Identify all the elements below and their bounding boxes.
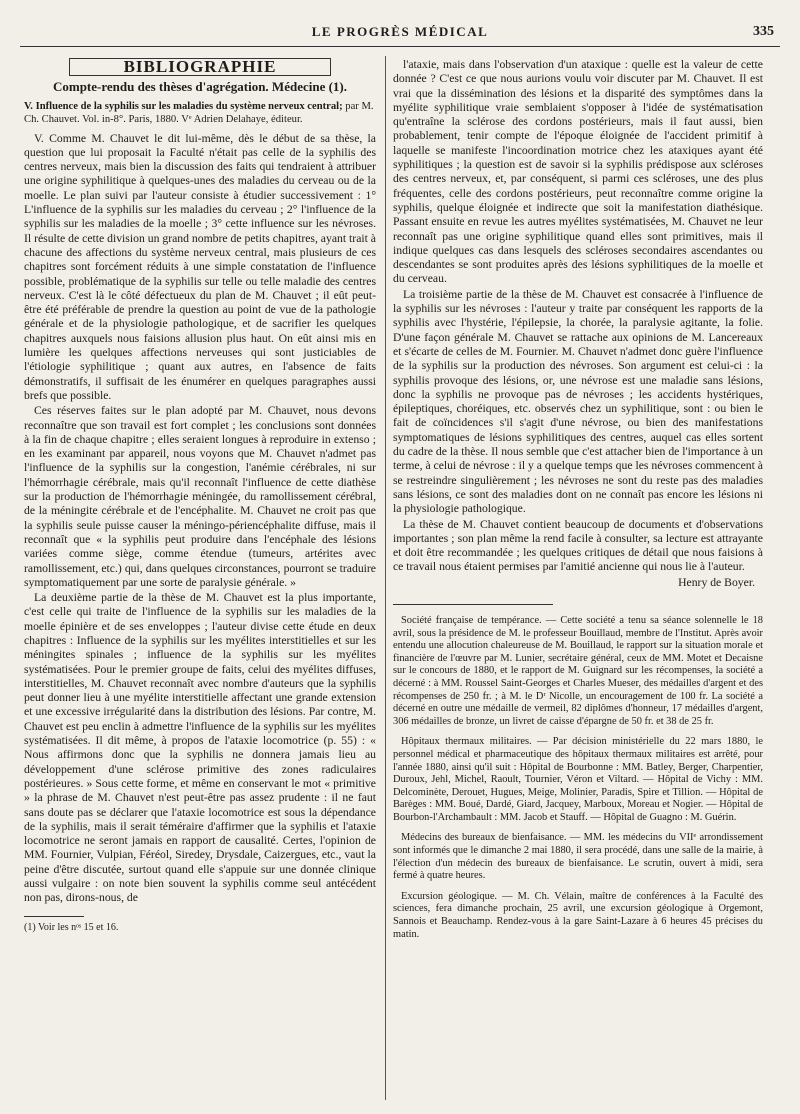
column-divider (385, 56, 386, 1100)
entry-title: V. Influence de la syphilis sur les maladies du système nerveux central; (24, 100, 343, 112)
news-item: Médecins des bureaux de bienfaisance. — MM. les médecins du VIIᵉ arrondissement sont informés que le dimanche 2 mai 1880, il sera procédé, dans une salle de la mairie, à l'élection d'un médecin des bureaux de bienfaisance. Le scrutin, ouvert à midi, sera fermé à quatre heures. (393, 832, 763, 882)
review-paragraph: La troisième partie de la thèse de M. Chauvet est consacrée à l'influence de la syphilis sur les névroses : l'auteur y traite par conséquent les rapports de la syphilis avec l'hystérie, l'épilepsie, la chorée, la paralysie agitante, la folie. D'une façon générale M. Chauvet se rattache aux opinions de M. Lancereaux et s'écarte de celles de M. Fournier. M. Chauvet n'admet donc guère l'influence de la syphilis sur la production des névroses. Son argument est celui-ci : la syphilis provoque des lésions, or, une névrose est une maladie sans lésions, donc la syphilis ne provoque pas de névroses ; les accidents hystériques, épileptiques, choréiques, etc. observés chez un syphilitique, sont : ou bien le fait de coïncidences s'il s'agit d'une névrose, ou bien des manifestations symptomatiques de lésions syphilitiques des centres, auquel cas elles sortent du cadre de la thèse. Il nous semble que c'est attacher bien de l'importance à un terme, à celui de névrose : il y a quelque temps que les névroses commencent à se restreindre singulièrement ; les névroses ne sont du reste pas des maladies sans lésions, ce sont des maladies dont on ne connaît pas encore les lésions ni la physiologie pathologique. (393, 287, 763, 516)
review-paragraph: La thèse de M. Chauvet contient beaucoup de documents et d'observations importantes ; son plan même la rend facile à consulter, sa lecture est attrayante et doit être recommandée ; les quelques critiques de détail que nous faisions à ce travail nous étaient permises par l'amitié ancienne qui nous lie à l'auteur. (393, 517, 763, 574)
news-item: Excursion géologique. — M. Ch. Vélain, maître de conférences à la Faculté des sciences, fera dimanche prochain, 25 avril, une excursion géologique à Orgemont, Sannois et Beauchamp. Rendez-vous à la gare Saint-Lazare à 6 heures 45 précises du matin. (393, 890, 763, 940)
footnote-divider (24, 916, 84, 917)
review-paragraph: V. Comme M. Chauvet le dit lui-même, dès le début de sa thèse, la question que lui proposait la Faculté n'était pas celle de la syphilis des centres nerveux, mais bien la discussion des faits qui tendraient à attribuer une origine syphilitique à quelques-unes des maladies du cerveau ou de la moelle. Le plan suivi par l'auteur consiste à étudier successivement : 1° L'influence de la syphilis sur les maladies du cerveau ; 2° l'influence de la syphilis sur les maladies de la moelle ; 3° cette influence sur les névroses. Il résulte de cette division un grand nombre de petits chapitres, ayant trait à chacune des affections du système nerveux central, mais plusieurs de ces chapitres sont forcément réduits à une simple constatation de l'influence possible, problématique de la syphilis sur telle ou telle maladie des centres nerveux. C'est là le côté défectueux du plan de M. Chauvet ; il eût peut-être été préférable de prendre la question au point de vue de la pathologie générale et de la physiologie pathologique, et de sacrifier les quelques chapitres auxquels nous faisions allusion plus haut. On eût ainsi mis en lumière les quelques affections nerveuses qui sont justiciables de l'étiologie syphilitique ; quant aux autres, en l'absence de faits démonstratifs, il suffisait de les énumérer en quelques paragraphes aussi brefs que possible. (24, 131, 376, 402)
author-signature: Henry de Boyer. (678, 575, 755, 589)
left-column (24, 58, 376, 1102)
entry-details: par M. Ch. Chauvet. Vol. in-8°. Paris, 1880. Vᵉ Adrien Delahaye, éditeur. (24, 100, 374, 125)
right-column (393, 58, 763, 1102)
news-item: Société française de tempérance. — Cette société a tenu sa séance solennelle le 18 avril, sous la présidence de M. le professeur Bouillaud, membre de l'Institut. Après avoir entendu une allocution chaleureuse de M. Bouillaud, le rapport sur la situation morale et financière de l'œuvre par M. Lunier, secrétaire général, ceux de MM. Motet et Decaisne sur le concours de 1880, et le rapport de M. Guignard sur les récompenses, la société a décerné : à MM. Roussel Saint-Georges et Charles Mueser, des médailles d'argent et des récompenses de 250 fr. ; à M. le Dʳ Nicolle, un encouragement de 100 fr. La société a décerné en outre une médaille de vermeil, 82 diplômes d'honneur, 17 médailles d'argent, 306 médailles de bronze, un livret de caisse d'épargne de 50 fr. et 38 de 25 fr. (393, 614, 763, 727)
news-divider (393, 604, 553, 605)
journal-title: LE PROGRÈS MÉDICAL (311, 24, 489, 39)
running-header (20, 24, 780, 47)
review-subheading: Compte-rendu des thèses d'agrégation. Médecine (1). (52, 79, 348, 95)
review-paragraph: La deuxième partie de la thèse de M. Chauvet est la plus importante, c'est celle qui traite de l'influence de la syphilis sur les maladies de la moelle épinière et de ses enveloppes ; l'auteur divise cette étude en deux chapitres : Influence de la syphilis sur les myélites interstitielles et sur les méningites spinales ; influence de la syphilis sur les myélites systématisées. Pour le premier groupe de faits, celui des myélites diffuses, interstitielles, M. Chauvet reconnaît avec nombre d'auteurs que la syphilis peut donner lieu à une myélite interstitielle affectant une grande extension et une excessive irrégularité dans la distribution des lésions. Par contre, M. Chauvet est peu enclin à admettre l'influence de la syphilis sur les myélites systématisées. Il dit même, à propos de l'ataxie locomotrice (p. 55) : « Nous affirmons donc que la syphilis ne donnera jamais lieu au développement d'une sclérose primitive des zones radiculaires postérieures. » Sous cette forme, et même en conservant le mot « primitive » la phrase de M. Chauvet n'est peut-être pas assez prudente : il ne faut sans doute pas se déclarer que l'ataxie locomotrice est sous la dépendance de la syphilis, mais il serait téméraire d'affirmer que la syphilis et l'ataxie locomotrice ne seront jamais en rapport de causalité. Certes, l'opinion de MM. Fournier, Vulpian, Féréol, Siredey, Drysdale, Caizergues, etc., vaut la peine d'être discutée, surtout quand elle s'appuie sur une donnée clinique aussi vulgaire : on note bien souvent la syphilis comme seul antécédent non pas, dirons-nous, de (24, 591, 376, 905)
page-number: 335 (753, 24, 774, 39)
review-paragraph: l'ataxie, mais dans l'observation d'un ataxique : quelle est la valeur de cette donnée ? C'est ce que nous aurions voulu voir discuter par M. Chauvet. Il est vrai que la dissémination des lésions et la disparité des symptômes dans la myélite syphilitique vraie semblaient s'opposer à l'idée de systématisation qu'entraîne la sclérose des cordons postérieurs, mais il faut aussi, bien probablement, tenir compte de l'époque éloignée de l'accident primitif à laquelle se manifeste l'incoordination motrice chez les ataxiques ayant été syphilitiques ; la question est de savoir si la syphilis prédispose aux scléroses des centres nerveux, et, par conséquent, si parmi ces scléroses, une des plus fréquentes, celle des cordons postérieurs, peut reconnaître comme origine la syphilis, quelque éloignée et indirecte que soit la manifestation diathésique. Passant ensuite en revue les autres myélites systématisées, M. Chauvet ne leur reconnaît pas une origine syphilitique quand elles sont primitives, mais il indique quelques cas dans lesquels des scléroses secondaires ascendantes ou descendantes se sont produites après des lésions syphilitiques de la moelle et du cerveau. (393, 58, 763, 286)
footnote: (1) Voir les nᵒˢ 15 et 16. (24, 921, 119, 933)
bibliographic-entry (24, 100, 376, 126)
news-item: Hôpitaux thermaux militaires. — Par décision ministérielle du 22 mars 1880, le personnel médical et pharmaceutique des hôpitaux thermaux militaires est arrêté, pour l'année 1880, ainsi qu'il suit : Hôpital de Bourbonne : MM. Batley, Berger, Charpentier, Duroux, Jehl, Michel, Raoult, Tournier, Véron et Viltard. — Hôpital de Vichy : MM. Delcominète, Derouet, Hugues, Meige, Molinier, Paradis, Spire et Tillion. — Hôpital de Barèges : MM. Boué, Dardé, Giard, Jacquey, Marboux, Moreau et Nogier. — Hôpital de Bourbon-l'Archambault : MM. Jacob et Stauff. — Hôpital de Guagno : M. Guérin. (393, 736, 763, 823)
section-heading: BIBLIOGRAPHIE (69, 58, 331, 76)
review-paragraph: Ces réserves faites sur le plan adopté par M. Chauvet, nous devons reconnaître que son travail est fort complet ; les conclusions sont données à la fin de chaque chapitre ; elles seraient longues à reproduire in extenso ; en les examinant par appareil, nous voyons que M. Chauvet n'admet pas l'influence de la syphilis sur la congestion, l'anémie cérébrales, ni sur l'hémorrhagie cérébrale, mais qu'il reconnaît l'influence de cette diathèse sur la production de l'hémorrhagie méningée, du ramollissement cérébral, de la méningite cérébrale et de l'encéphalite. M. Chauvet ne croit pas que la syphilis seule puisse causer la méningo-périencéphalite diffuse, mais il reconnaît que « la syphilis peut produire dans l'encéphale des lésions variées comme siège, comme étendue (tumeurs, artérites avec ramollissement, etc.) qui, dans quelques circonstances, pourront se traduire symptomatiquement par une sorte de paralysie générale. » (24, 404, 376, 589)
